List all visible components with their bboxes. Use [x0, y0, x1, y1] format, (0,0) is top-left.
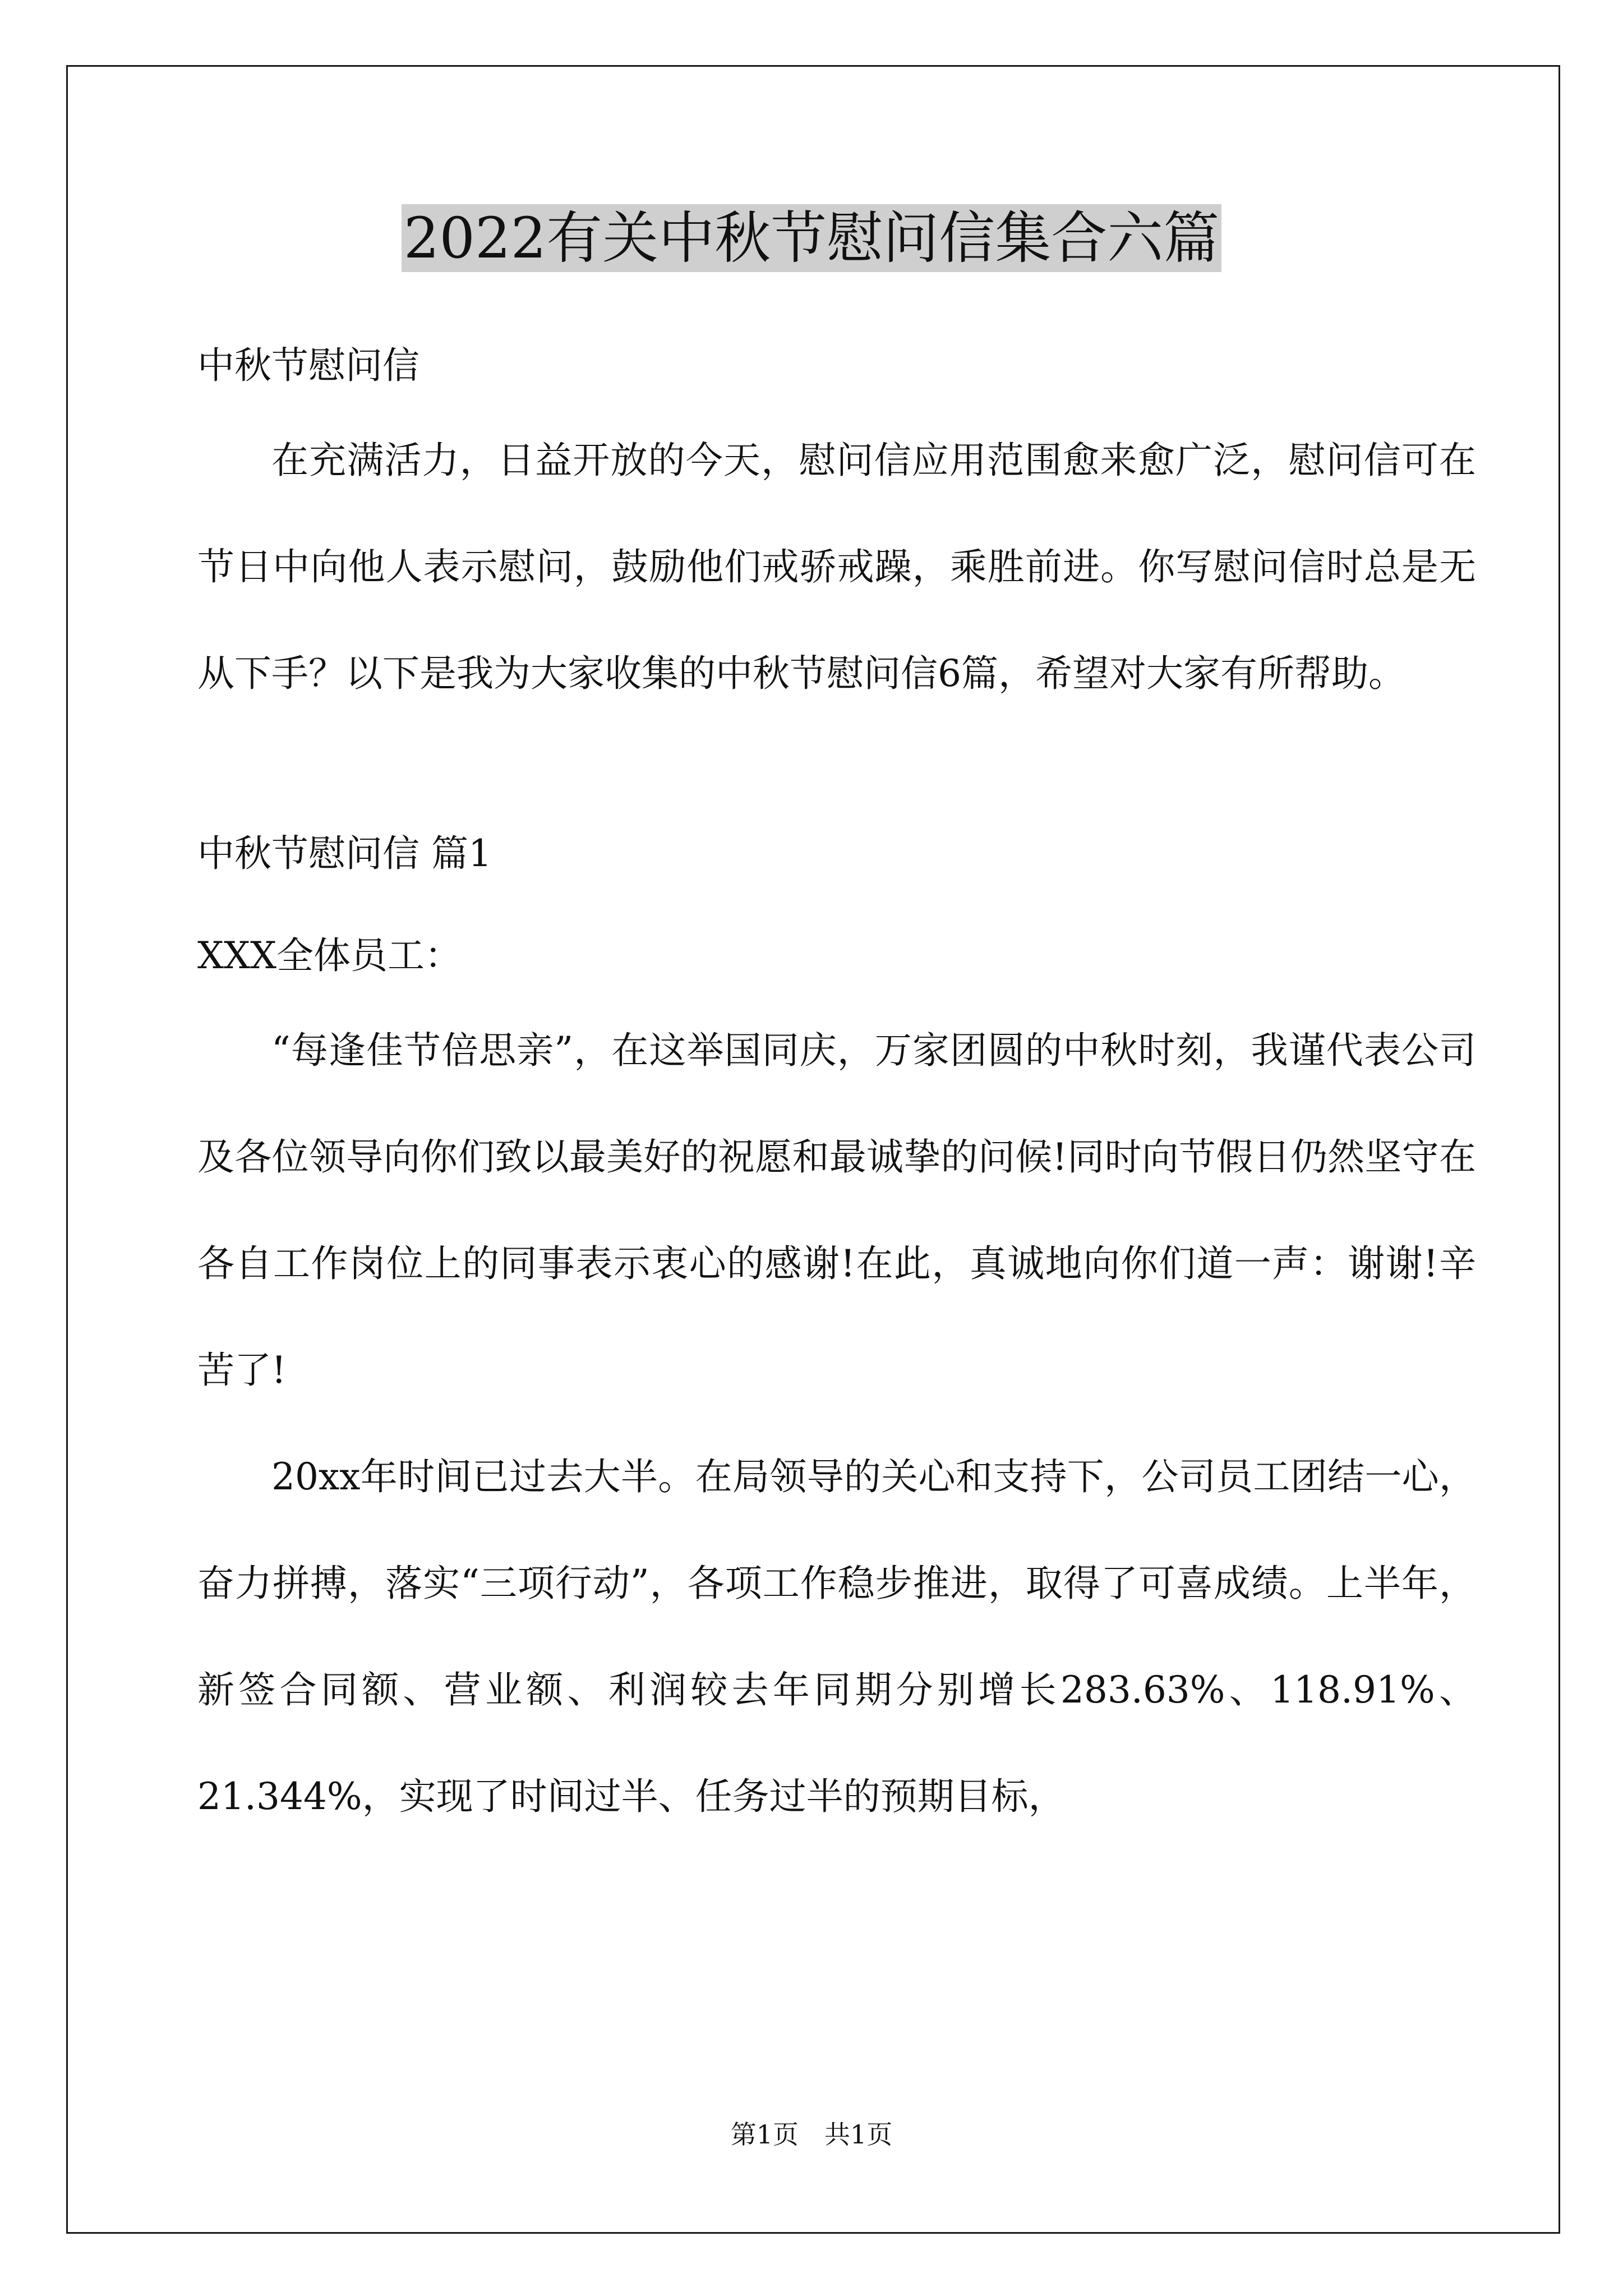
document-body [197, 337, 1476, 1850]
document-title-text: 2022有关中秋节慰问信集合六篇 [402, 204, 1222, 272]
letter-paragraph-1: “每逢佳节倍思亲”，在这举国同庆，万家团圆的中秋时刻，我谨代表公司及各位领导向你们致以最美好的祝愿和最诚挚的问候!同时向节假日仍然坚守在各自工作岗位上的同事表示衷心的感谢!在此，真诚地向你们道一声：谢谢!辛苦了! [197, 1029, 1476, 1392]
salutation: XXX全体员工： [197, 934, 462, 977]
letter-paragraph-2: 20xx年时间已过去大半。在局领导的关心和支持下，公司员工团结一心，奋力拼搏，落实“三项行动”，各项工作稳步推进，取得了可喜成绩。上半年，新签合同额、营业额、利润较去年同期分别增长283.63%、118.91%、21.344%，实现了时间过半、任务过半的预期目标， [197, 1455, 1476, 1818]
document-title [0, 199, 1623, 278]
section-heading: 中秋节慰问信 篇1 [197, 832, 492, 875]
page-footer: 第1页 共1页 [730, 2119, 893, 2150]
intro-paragraph: 在充满活力，日益开放的今天，慰问信应用范围愈来愈广泛，慰问信可在节日中向他人表示慰问，鼓励他们戒骄戒躁，乘胜前进。你写慰问信时总是无从下手？以下是我为大家收集的中秋节慰问信6篇，希望对大家有所帮助。 [197, 439, 1476, 695]
document-subtitle: 中秋节慰问信 [197, 344, 419, 387]
